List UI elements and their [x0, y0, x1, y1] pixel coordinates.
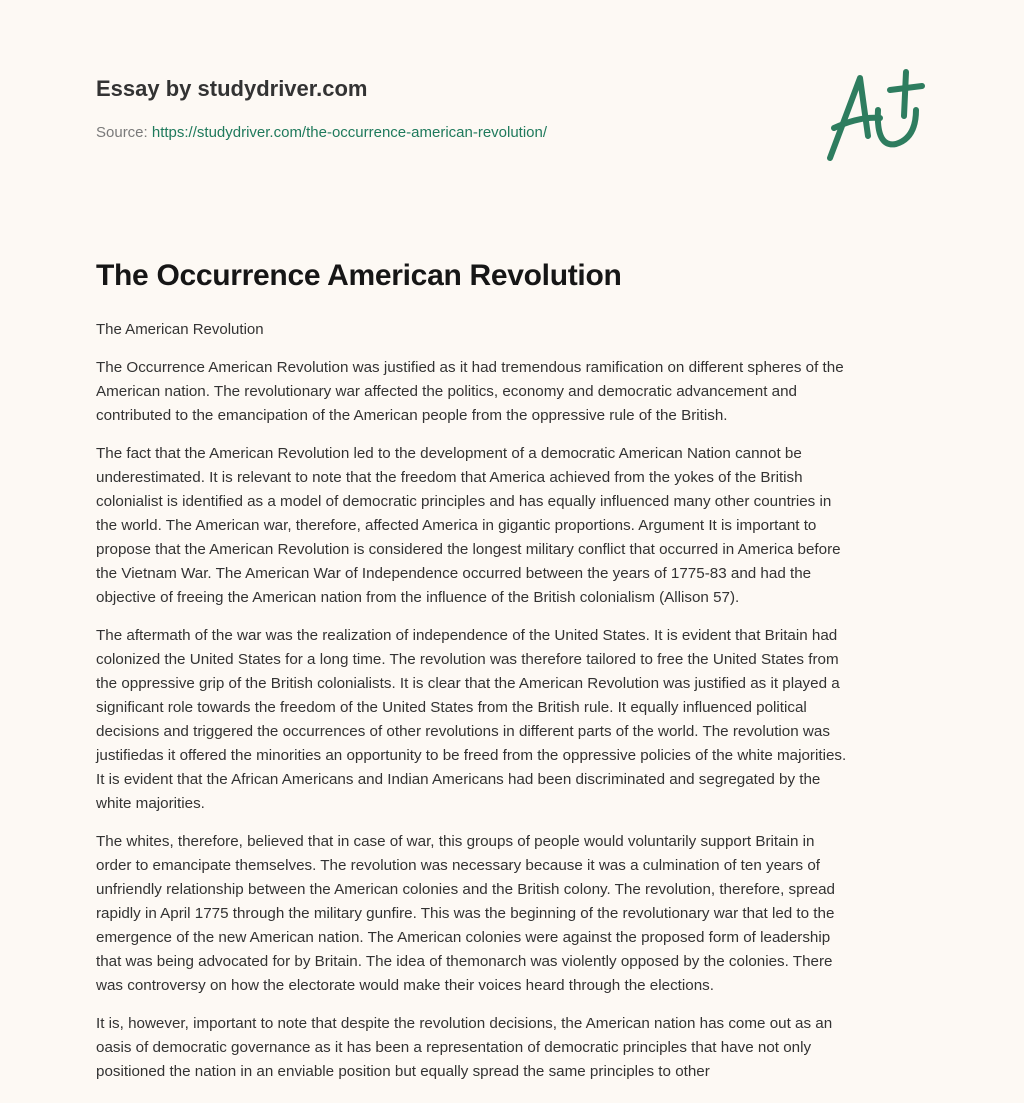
- source-line: [96, 124, 547, 141]
- paragraph-line: the Vietnam War. The American War of Independence occurred between the years of 1775-83 and had the: [96, 565, 812, 582]
- paragraph-line: order to emancipate themselves. The revolution was necessary because it was a culmination of ten years of: [96, 857, 821, 874]
- paragraph-line: objective of freeing the American nation from the influence of the British colonialism (Allison 57).: [96, 589, 740, 606]
- source-label: Source:: [96, 124, 148, 141]
- a-plus-logo-icon: [820, 66, 930, 166]
- paragraph-line: positioned the nation in an enviable position but equally spread the same principles to other: [96, 1063, 710, 1080]
- paragraph-line: the world. The American war, therefore, affected America in gigantic proportions. Argument It is important to: [96, 517, 817, 534]
- paragraph-line: emergence of the new American nation. The American colonies were against the proposed form of leadership: [96, 929, 831, 946]
- paragraph-line: the oppressive grip of the British colonialists. It is clear that the American Revolution was justified as it played a: [96, 675, 840, 692]
- paragraph-line: colonized the United States for a long time. The revolution was therefore tailored to free the United States from: [96, 651, 839, 668]
- paragraph-line: underestimated. It is relevant to note that the freedom that America achieved from the yokes of the British: [96, 469, 803, 486]
- essay-paragraph: [96, 830, 936, 998]
- essay-content: [96, 254, 936, 1084]
- paragraph-line: white majorities.: [96, 795, 205, 812]
- essay-paragraph: [96, 1012, 936, 1084]
- paragraph-line: colonialist is identified as a model of democratic principles and has equally influenced many other countries in: [96, 493, 832, 510]
- paragraph-line: rapidly in April 1775 through the military gunfire. This was the beginning of the revolutionary war that led to the: [96, 905, 835, 922]
- essay-body: [96, 356, 936, 1084]
- paragraph-line: justifiedas it offered the minorities an opportunity to be freed from the oppressive policies of the white majorities.: [96, 747, 847, 764]
- paragraph-line: was controversy on how the electorate would make their voices heard through the elections.: [96, 977, 714, 994]
- paragraph-line: The whites, therefore, believed that in case of war, this groups of people would voluntarily support Britain in: [96, 833, 815, 850]
- site-title: Essay by studydriver.com: [96, 76, 368, 101]
- paragraph-line: decisions and triggered the occurrences of other revolutions in different parts of the world. The revolution was: [96, 723, 830, 740]
- paragraph-line: It is evident that the African Americans and Indian Americans had been discriminated and segregated by the: [96, 771, 821, 788]
- paragraph-line: The aftermath of the war was the realization of independence of the United States. It is evident that Britain had: [96, 627, 838, 644]
- paragraph-line: The fact that the American Revolution led to the development of a democratic American Nation cannot be: [96, 445, 802, 462]
- paragraph-line: unfriendly relationship between the American colonies and the British colony. The revolution, therefore, spread: [96, 881, 835, 898]
- paragraph-line: that was being advocated for by Britain. The idea of themonarch was violently opposed by the colonies. There: [96, 953, 833, 970]
- paragraph-line: propose that the American Revolution is considered the longest military conflict that occurred in America before: [96, 541, 841, 558]
- essay-subtitle: The American Revolution: [96, 321, 264, 338]
- essay-title: The Occurrence American Revolution: [96, 259, 622, 292]
- essay-paragraph: [96, 624, 936, 816]
- paragraph-line: American nation. The revolutionary war affected the politics, economy and democratic advancement and: [96, 383, 797, 400]
- essay-paragraph: [96, 356, 936, 428]
- source-link[interactable]: https://studydriver.com/the-occurrence-american-revolution/: [151, 124, 548, 141]
- paragraph-line: oasis of democratic governance as it has been a representation of democratic principles that have not only: [96, 1039, 812, 1056]
- paragraph-line: contributed to the emancipation of the American people from the oppressive rule of the British.: [96, 407, 728, 424]
- paragraph-line: significant role towards the freedom of the United States from the British rule. It equally influenced political: [96, 699, 807, 716]
- paragraph-line: It is, however, important to note that despite the revolution decisions, the American nation has come out as an: [96, 1015, 833, 1032]
- essay-paragraph: [96, 442, 936, 610]
- paragraph-line: The Occurrence American Revolution was justified as it had tremendous ramification on different spheres of the: [96, 359, 844, 376]
